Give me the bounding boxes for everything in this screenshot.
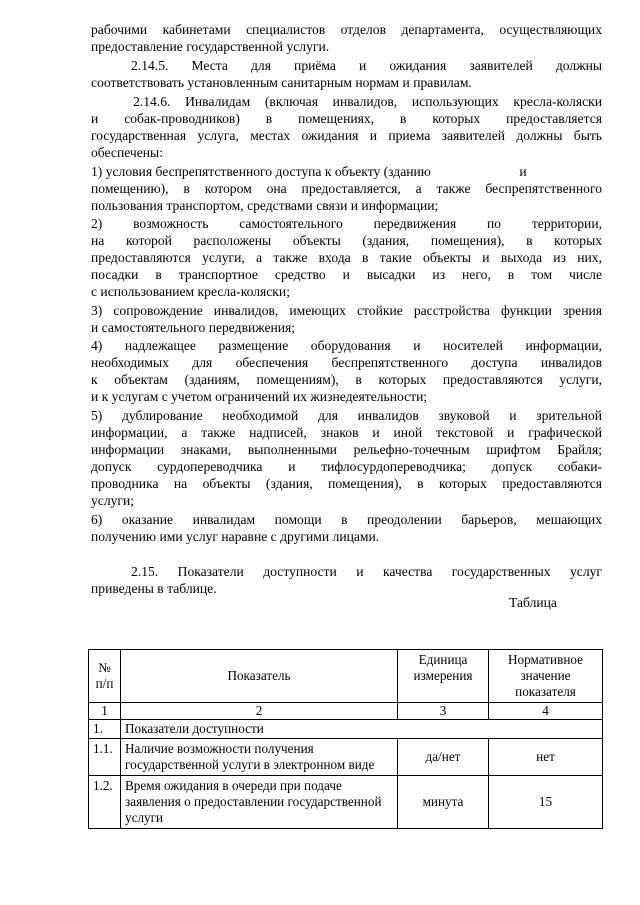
paragraph-2-14-6: 2.14.6. Инвалидам (включая инвалидов, использующих кресла-коляски и собак-проводников) в помещениях, в которых предоставляется государственная услуга, местах ожидания и приема заявителей должны быть обеспечены:	[91, 94, 602, 160]
row-number: 1.2.	[89, 776, 121, 829]
section-title: Показатели доступности	[121, 720, 603, 739]
column-number-4: 4	[489, 703, 603, 720]
row-indicator: Наличие возможности получения государственной услуги в электронном виде	[121, 739, 398, 776]
table-numbering-row	[89, 703, 603, 720]
table-label: Таблица	[509, 595, 557, 610]
column-number-2: 2	[121, 703, 398, 720]
indicators-table	[88, 649, 603, 829]
header-indicator: Показатель	[121, 650, 398, 703]
header-value: Нормативное значение показателя	[489, 650, 603, 703]
column-number-3: 3	[398, 703, 489, 720]
table-header-row	[89, 650, 603, 703]
column-number-1: 1	[89, 703, 121, 720]
row-value: нет	[489, 739, 603, 776]
table-row	[89, 776, 603, 829]
row-value: 15	[489, 776, 603, 829]
row-unit: да/нет	[398, 739, 489, 776]
list-item-4: 4) надлежащее размещение оборудования и носителей информации, необходимых для обеспечения беспрепятственного доступа инвалидов к объектам (зданиям, помещениям), в которых предоставляются услуги, и к услугам с учетом ограничений их жизнедеятельности;	[91, 338, 602, 404]
paragraph-2-14-5: 2.14.5. Места для приёма и ожидания заявителей должны соответствовать установленным санитарным нормам и правилам.	[91, 58, 602, 90]
table-section-row	[89, 720, 603, 739]
row-indicator: Время ожидания в очереди при подаче заявления о предоставлении государственной услуги	[121, 776, 398, 829]
row-unit: минута	[398, 776, 489, 829]
section-number: 1.	[89, 720, 121, 739]
header-unit: Единица измерения	[398, 650, 489, 703]
row-number: 1.1.	[89, 739, 121, 776]
list-item-2: 2) возможность самостоятельного передвижения по территории, на которой расположены объекты (здания, помещения), в которых предоставляются услуги, а также входа в такие объекты и выхода из них, посадки в транспортное средство и высадки из него, в том числе с использованием кресла-коляски;	[91, 216, 602, 299]
list-item-3: 3) сопровождение инвалидов, имеющих стойкие расстройства функции зрения и самостоятельного передвижения;	[91, 303, 602, 335]
table-row	[89, 739, 603, 776]
paragraph-intro: рабочими кабинетами специалистов отделов департамента, осуществляющих предоставление государственной услуги.	[91, 22, 602, 54]
header-number: № п/п	[89, 650, 121, 703]
list-item-1: 1) условия беспрепятственного доступа к объекту (зданию и помещению), в котором она предоставляется, а также беспрепятственного пользования транспортом, средствами связи и информации;	[91, 164, 602, 213]
list-item-6: 6) оказание инвалидам помощи в преодолении барьеров, мешающих получению ими услуг наравне с другими лицами.	[91, 512, 602, 544]
list-item-5: 5) дублирование необходимой для инвалидов звуковой и зрительной информации, а также надписей, знаков и иной текстовой и графической информации знаками, выполненными рельефно-точечным шрифтом Брайля; допуск сурдопереводчика и тифлосурдопереводчика; допуск собаки- проводника на объекты (здания, помещения), в которых предоставляются услуги;	[91, 408, 602, 508]
paragraph-2-15: 2.15. Показатели доступности и качества государственных услуг приведены в таблице.	[91, 564, 602, 596]
